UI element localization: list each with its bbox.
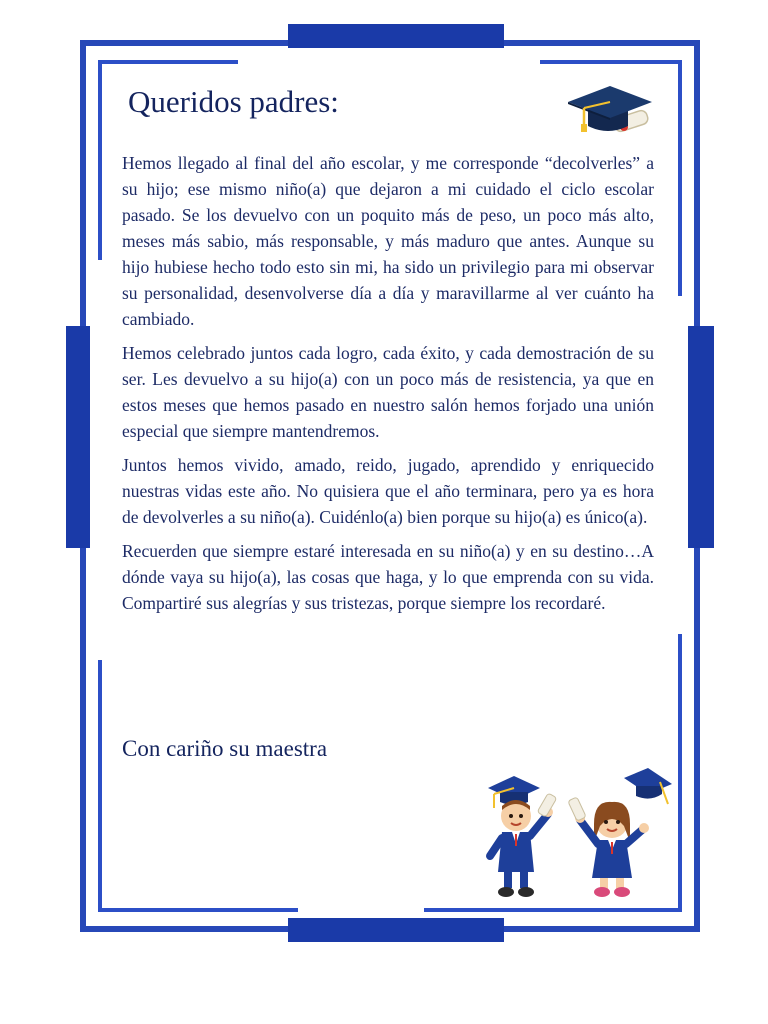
frame-inner-left-bottom: [98, 660, 102, 912]
graduates-illustration: [484, 764, 680, 904]
frame-block-left: [66, 326, 90, 548]
graduate-girl-icon: [568, 768, 672, 897]
paragraph: Juntos hemos vivido, amado, reido, jugado, aprendido y enriquecido nuestras vidas este año. No quisiera que el año terminara, pero ya es hora de devolverles a su niño(a). Cuidénlo(a) bien porque su hijo(a) es único(a).: [122, 455, 654, 527]
frame-inner-right-top: [678, 60, 682, 296]
frame-inner-bottom-right: [424, 908, 682, 912]
letter-signoff: Con cariño su maestra: [122, 736, 328, 761]
graduate-boy-icon: [488, 776, 557, 897]
letter-body: [122, 150, 654, 624]
frame-inner-bottom-left: [98, 908, 298, 912]
frame-inner-top-right: [540, 60, 682, 64]
paragraph: Hemos llegado al final del año escolar, y me corresponde “decolverles” a su hijo; ese mismo niño(a) que dejaron a mi cuidado el ciclo escolar pasado. Se los devuelvo con un poquito más de peso, un poco más alto, meses más sabio, más responsable, y más maduro que antes. Aunque su hijo hubiese hecho todo esto sin mi, ha sido un privilegio para mi observar su personalidad, desenvolverse día a día y maravillarme al ver cuánto ha cambiado.: [122, 153, 654, 329]
frame-block-top: [288, 24, 504, 48]
paragraph: Hemos celebrado juntos cada logro, cada éxito, y cada demostración de su ser. Les devuelvo a su hijo(a) con un poco más de resistencia, ya que en estos meses que hemos pasado en nuestro salón hemos forjado una unión especial que siempre mantendremos.: [122, 343, 654, 441]
frame-inner-left-top: [98, 60, 102, 260]
frame-block-bottom: [288, 918, 504, 942]
frame-block-right: [688, 326, 714, 548]
paragraph: Recuerden que siempre estaré interesada en su niño(a) y en su destino…A dónde vaya su hijo(a), las cosas que haga, y lo que emprenda con su vida. Compartiré sus alegrías y sus tristezas, porque siempre los recordaré.: [122, 541, 654, 613]
graduation-cap-icon: [564, 82, 656, 140]
frame-inner-top-left: [98, 60, 238, 64]
letter-title: Queridos padres:: [128, 84, 339, 119]
